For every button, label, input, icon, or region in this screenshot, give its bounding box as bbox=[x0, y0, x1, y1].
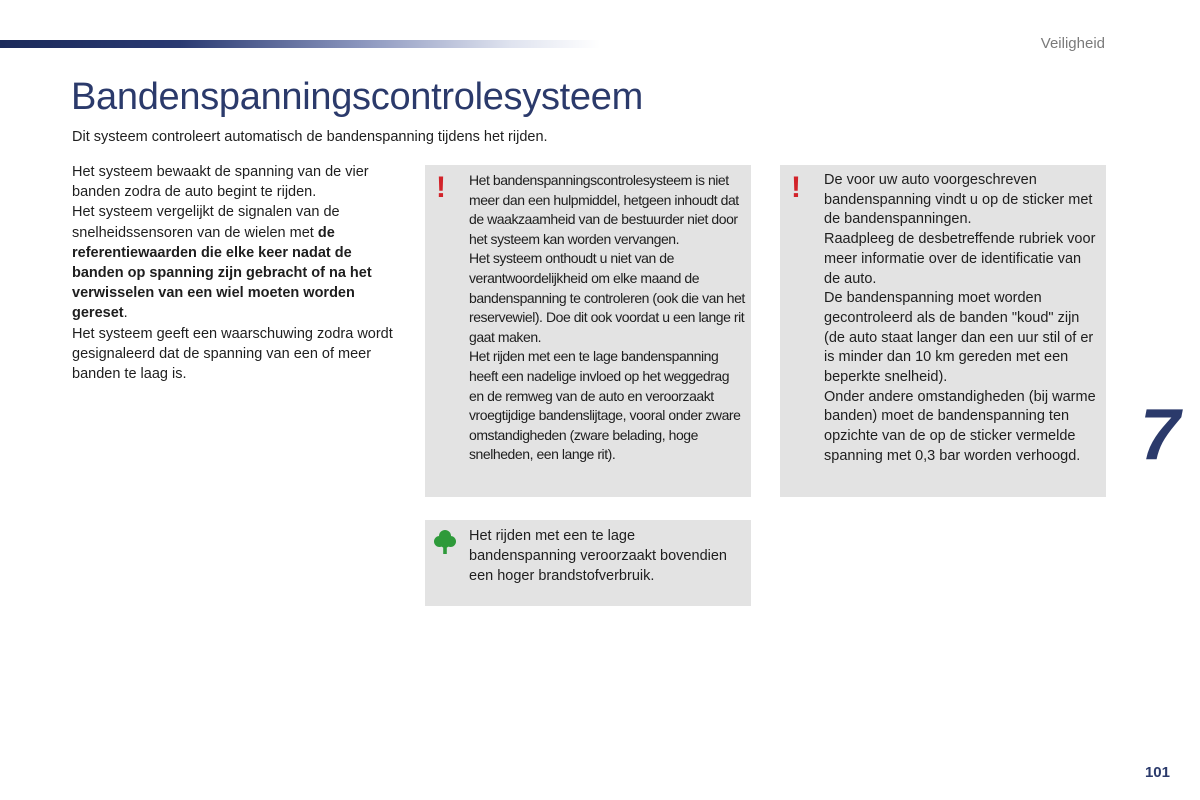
eco-box bbox=[425, 520, 751, 606]
chapter-number: 7 bbox=[1139, 395, 1180, 475]
warning-1-paragraph-1: Het bandenspanningscontrolesysteem is niet meer dan een hulpmiddel, hetgeen inhoudt dat de waakzaamheid van de bestuurder niet door het systeem kan worden vervangen. bbox=[469, 172, 739, 247]
header-gradient-bar bbox=[0, 40, 600, 48]
warning-2-paragraph-1: De voor uw auto voorgeschreven bandenspanning vindt u op de sticker met de bandenspanningen. bbox=[824, 172, 1093, 228]
section-label: Veiligheid bbox=[1040, 35, 1105, 52]
left-paragraph-1: Het systeem bewaakt de spanning van de vier banden zodra de auto begint te rijden. bbox=[72, 164, 369, 201]
warning-box-1-text bbox=[469, 171, 745, 465]
left-paragraph-2-end: . bbox=[123, 305, 128, 322]
warning-2-paragraph-3: De bandenspanning moet worden gecontroleerd als de banden "koud" zijn (de auto staat langer dan een uur stil of er is minder dan 10 km gereden met een beperkte snelheid). bbox=[824, 290, 1094, 386]
tree-icon bbox=[434, 529, 456, 555]
left-paragraph-2 bbox=[72, 202, 400, 323]
left-column bbox=[72, 162, 400, 384]
left-paragraph-2-start: Het systeem vergelijkt de signalen van de snelheidssensoren van de wielen met bbox=[72, 204, 340, 241]
warning-icon: ! bbox=[436, 171, 446, 204]
warning-icon: ! bbox=[791, 171, 801, 204]
left-paragraph-3: Het systeem geeft een waarschuwing zodra wordt gesignaleerd dat de spanning van een of meer banden te laag is. bbox=[72, 325, 393, 383]
warning-box-1 bbox=[425, 165, 751, 497]
warning-box-2-text bbox=[824, 171, 1100, 467]
warning-1-paragraph-3: Het rijden met een te lage bandenspanning heeft een nadelige invloed op het weggedrag en de remweg van de auto en veroorzaakt vroegtijdige bandenslijtage, vooral onder zware omstandigheden (zware belading, hoge snelheden, een lange rit). bbox=[469, 348, 741, 463]
intro-text: Dit systeem controleert automatisch de bandenspanning tijdens het rijden. bbox=[72, 129, 548, 145]
warning-box-2 bbox=[780, 165, 1106, 497]
page-title: Bandenspanningscontrolesysteem bbox=[71, 76, 643, 118]
warning-1-paragraph-2: Het systeem onthoudt u niet van de verantwoordelijkheid om elke maand de bandenspanning te controleren (ook die van het reservewiel). Doe dit ook voordat u een lange rit gaat maken. bbox=[469, 250, 745, 345]
warning-2-paragraph-2: Raadpleeg de desbetreffende rubriek voor meer informatie over de identificatie van de auto. bbox=[824, 231, 1096, 287]
page-number: 101 bbox=[1144, 764, 1170, 781]
warning-2-paragraph-4: Onder andere omstandigheden (bij warme banden) moet de bandenspanning ten opzichte van de op de sticker vermelde spanning met 0,3 bar worden verhoogd. bbox=[824, 388, 1096, 464]
left-paragraph-2-bold: de referentiewaarden die elke keer nadat de banden op spanning zijn gebracht of na het verwisselen van een wiel moeten worden gereset bbox=[72, 224, 372, 322]
eco-box-text: Het rijden met een te lage bandenspanning veroorzaakt bovendien een hoger brandstofverbruik. bbox=[469, 528, 727, 584]
